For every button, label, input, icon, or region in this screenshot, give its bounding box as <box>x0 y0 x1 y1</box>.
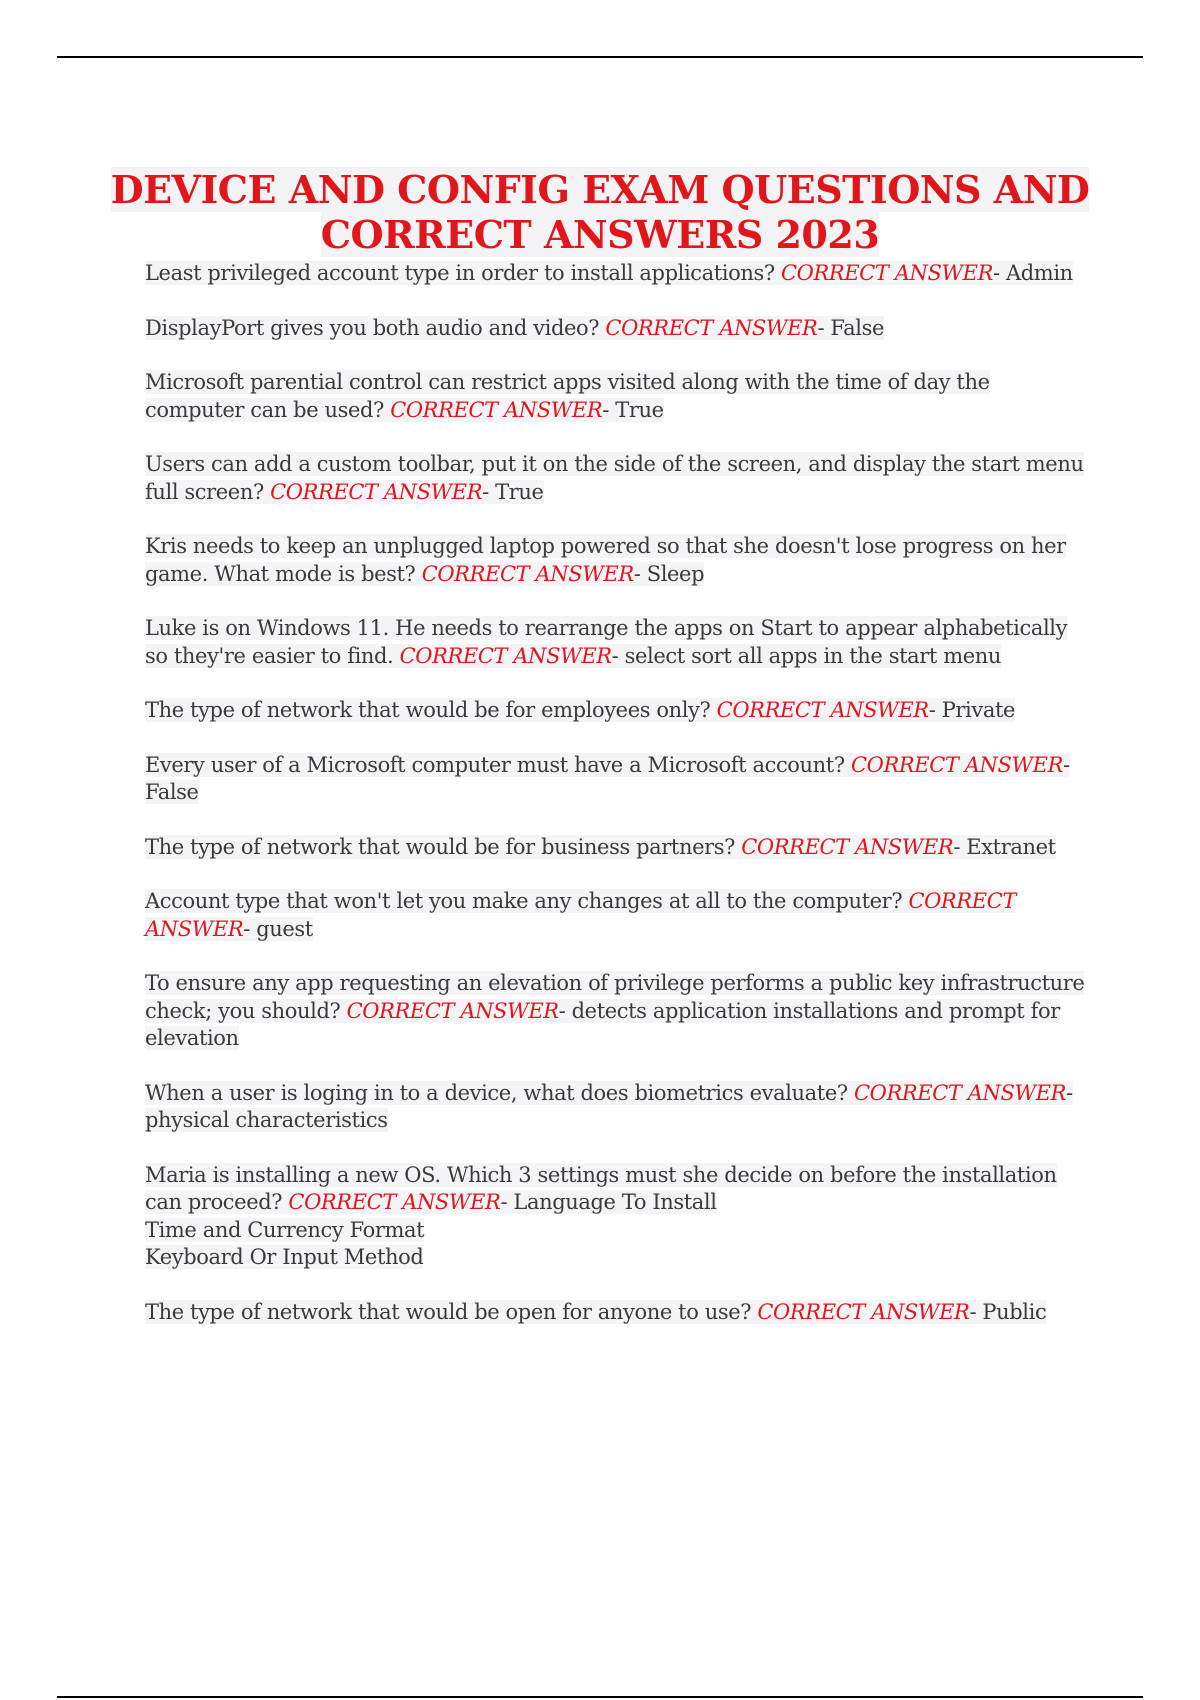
qa-item <box>145 615 1085 670</box>
answer-text: - detects application installations and prompt for elevation <box>145 998 1060 1050</box>
correct-answer-label: CORRECT ANSWER <box>850 752 1064 777</box>
question-text: The type of network that would be for employees only? <box>145 698 717 722</box>
question-text: Microsoft parential control can restrict apps visited along with the time of day the computer can be used? <box>145 370 990 422</box>
question-text: The type of network that would be for business partners? <box>145 834 742 859</box>
question-text: When a user is loging in to a device, what does biometrics evaluate? <box>145 1080 854 1105</box>
answer-text: - Language To Install Time and Currency Format Keyboard Or Input Method <box>145 1190 717 1269</box>
bottom-rule <box>57 1696 1143 1698</box>
question-text: Maria is installing a new OS. Which 3 settings must she decide on before the installation can proceed? <box>145 1162 1057 1214</box>
correct-answer-label: CORRECT ANSWER <box>716 698 929 722</box>
question-text: Luke is on Windows 11. He needs to rearrange the apps on Start to appear alphabetically so they're easier to find. <box>145 616 1068 668</box>
correct-answer-label: CORRECT ANSWER <box>741 834 954 859</box>
qa-item <box>145 888 1085 943</box>
answer-text: - Sleep <box>633 561 705 586</box>
question-text: Account type that won't let you make any changes at all to the computer? <box>145 889 909 913</box>
answer-text: - physical characteristics <box>145 1080 1073 1132</box>
qa-item <box>145 315 1085 343</box>
answer-text: - guest <box>243 916 313 941</box>
answer-text: - True <box>482 479 544 504</box>
question-text: Least privileged account type in order to install applications? <box>145 261 781 285</box>
qa-item <box>145 369 1085 424</box>
question-text: The type of network that would be open for anyone to use? <box>145 1299 758 1324</box>
question-text: Users can add a custom toolbar, put it on the side of the screen, and display the start menu full screen? <box>145 452 1084 504</box>
correct-answer-label: CORRECT ANSWER <box>346 998 559 1023</box>
correct-answer-label: CORRECT ANSWER <box>757 1299 970 1324</box>
qa-item <box>145 697 1085 725</box>
qa-item <box>145 260 1085 288</box>
correct-answer-label: CORRECT ANSWER <box>145 889 1016 941</box>
correct-answer-label: CORRECT ANSWER <box>288 1190 501 1214</box>
correct-answer-label: CORRECT ANSWER <box>854 1080 1067 1105</box>
answer-text: - False <box>817 315 885 340</box>
correct-answer-label: CORRECT ANSWER <box>390 397 603 422</box>
answer-text: - True <box>602 397 664 422</box>
document-title-text: DEVICE AND CONFIG EXAM QUESTIONS AND CORRECT ANSWERS 2023 <box>110 167 1090 258</box>
top-rule <box>57 56 1143 58</box>
correct-answer-label: CORRECT ANSWER <box>780 261 994 285</box>
question-text: Kris needs to keep an unplugged laptop powered so that she doesn't lose progress on her game. What mode is best? <box>145 534 1066 586</box>
qa-item <box>145 752 1085 807</box>
answer-text: - False <box>145 752 1070 804</box>
correct-answer-label: CORRECT ANSWER <box>270 479 483 504</box>
qa-item <box>145 970 1085 1053</box>
answer-text: - Admin <box>993 261 1073 285</box>
qa-item <box>145 451 1085 506</box>
qa-item <box>145 834 1085 862</box>
answer-text: - Private <box>928 698 1016 722</box>
question-text: Every user of a Microsoft computer must have a Microsoft account? <box>145 752 851 777</box>
correct-answer-label: CORRECT ANSWER <box>421 561 634 586</box>
correct-answer-label: CORRECT ANSWER <box>399 643 612 668</box>
question-text: DisplayPort gives you both audio and video? <box>145 315 606 340</box>
answer-text: - Extranet <box>953 834 1056 859</box>
qa-item <box>145 1080 1085 1135</box>
document-title <box>100 167 1100 257</box>
qa-item <box>145 1299 1085 1327</box>
question-text: To ensure any app requesting an elevation of privilege performs a public key infrastructure check; you should? <box>145 971 1085 1023</box>
answer-text: - select sort all apps in the start menu <box>611 643 1001 668</box>
qa-item <box>145 533 1085 588</box>
qa-list <box>145 260 1085 1353</box>
answer-text: - Public <box>969 1299 1047 1324</box>
qa-item <box>145 1162 1085 1272</box>
correct-answer-label: CORRECT ANSWER <box>605 315 818 340</box>
